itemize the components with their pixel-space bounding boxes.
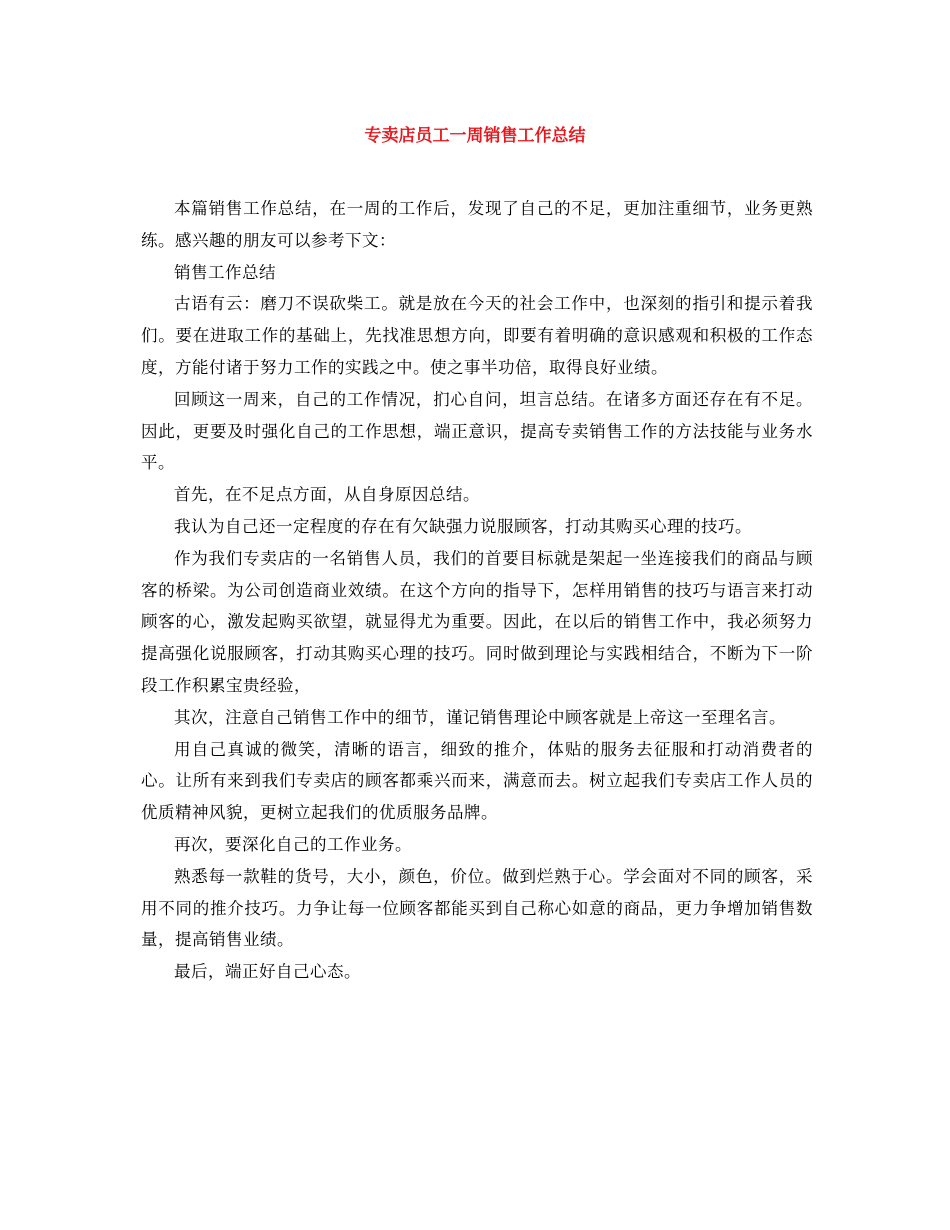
document-title: 专卖店员工一周销售工作总结 — [364, 126, 586, 146]
document-body — [141, 193, 813, 988]
paragraph: 用自己真诚的微笑，清晰的语言，细致的推介，体贴的服务去征服和打动消费者的心。让所有来到我们专卖店的顾客都乘兴而来，满意而去。树立起我们专卖店工作人员的优质精神风貌，更树立起我们的优质服务品牌。 — [141, 739, 813, 823]
paragraph: 再次，要深化自己的工作业务。 — [174, 834, 412, 854]
paragraph: 我认为自己还一定程度的存在有欠缺强力说服顾客，打动其购买心理的技巧。 — [174, 516, 752, 536]
paragraph: 首先，在不足点方面，从自身原因总结。 — [174, 485, 480, 505]
paragraph: 最后，端正好自己心态。 — [174, 962, 361, 982]
paragraph-subheading: 销售工作总结 — [174, 262, 276, 282]
paragraph: 熟悉每一款鞋的货号，大小，颜色，价位。做到烂熟于心。学会面对不同的顾客，采用不同的推介技巧。力争让每一位顾客都能买到自己称心如意的商品，更力争增加销售数量，提高销售业绩。 — [141, 866, 813, 950]
paragraph: 作为我们专卖店的一名销售人员，我们的首要目标就是架起一坐连接我们的商品与顾客的桥梁。为公司创造商业效绩。在这个方向的指导下，怎样用销售的技巧与语言来打动顾客的心，激发起购买欲望，就显得尤为重要。因此，在以后的销售工作中，我必须努力提高强化说服顾客，打动其购买心理的技巧。同时做到理论与实践相结合，不断为下一阶段工作积累宝贵经验， — [141, 548, 813, 695]
paragraph: 回顾这一周来，自己的工作情况，扪心自问，坦言总结。在诸多方面还存在有不足。因此，更要及时强化自己的工作思想，端正意识，提高专卖销售工作的方法技能与业务水平。 — [141, 389, 813, 473]
paragraph: 其次，注意自己销售工作中的细节，谨记销售理论中顾客就是上帝这一至理名言。 — [174, 707, 786, 727]
paragraph-intro: 本篇销售工作总结，在一周的工作后，发现了自己的不足，更加注重细节，业务更熟练。感兴趣的朋友可以参考下文： — [141, 199, 813, 250]
paragraph: 古语有云：磨刀不误砍柴工。就是放在今天的社会工作中，也深刻的指引和提示着我们。要在进取工作的基础上，先找准思想方向，即要有着明确的意识感观和积极的工作态度，方能付诸于努力工作的实践之中。使之事半功倍，取得良好业绩。 — [141, 294, 813, 377]
